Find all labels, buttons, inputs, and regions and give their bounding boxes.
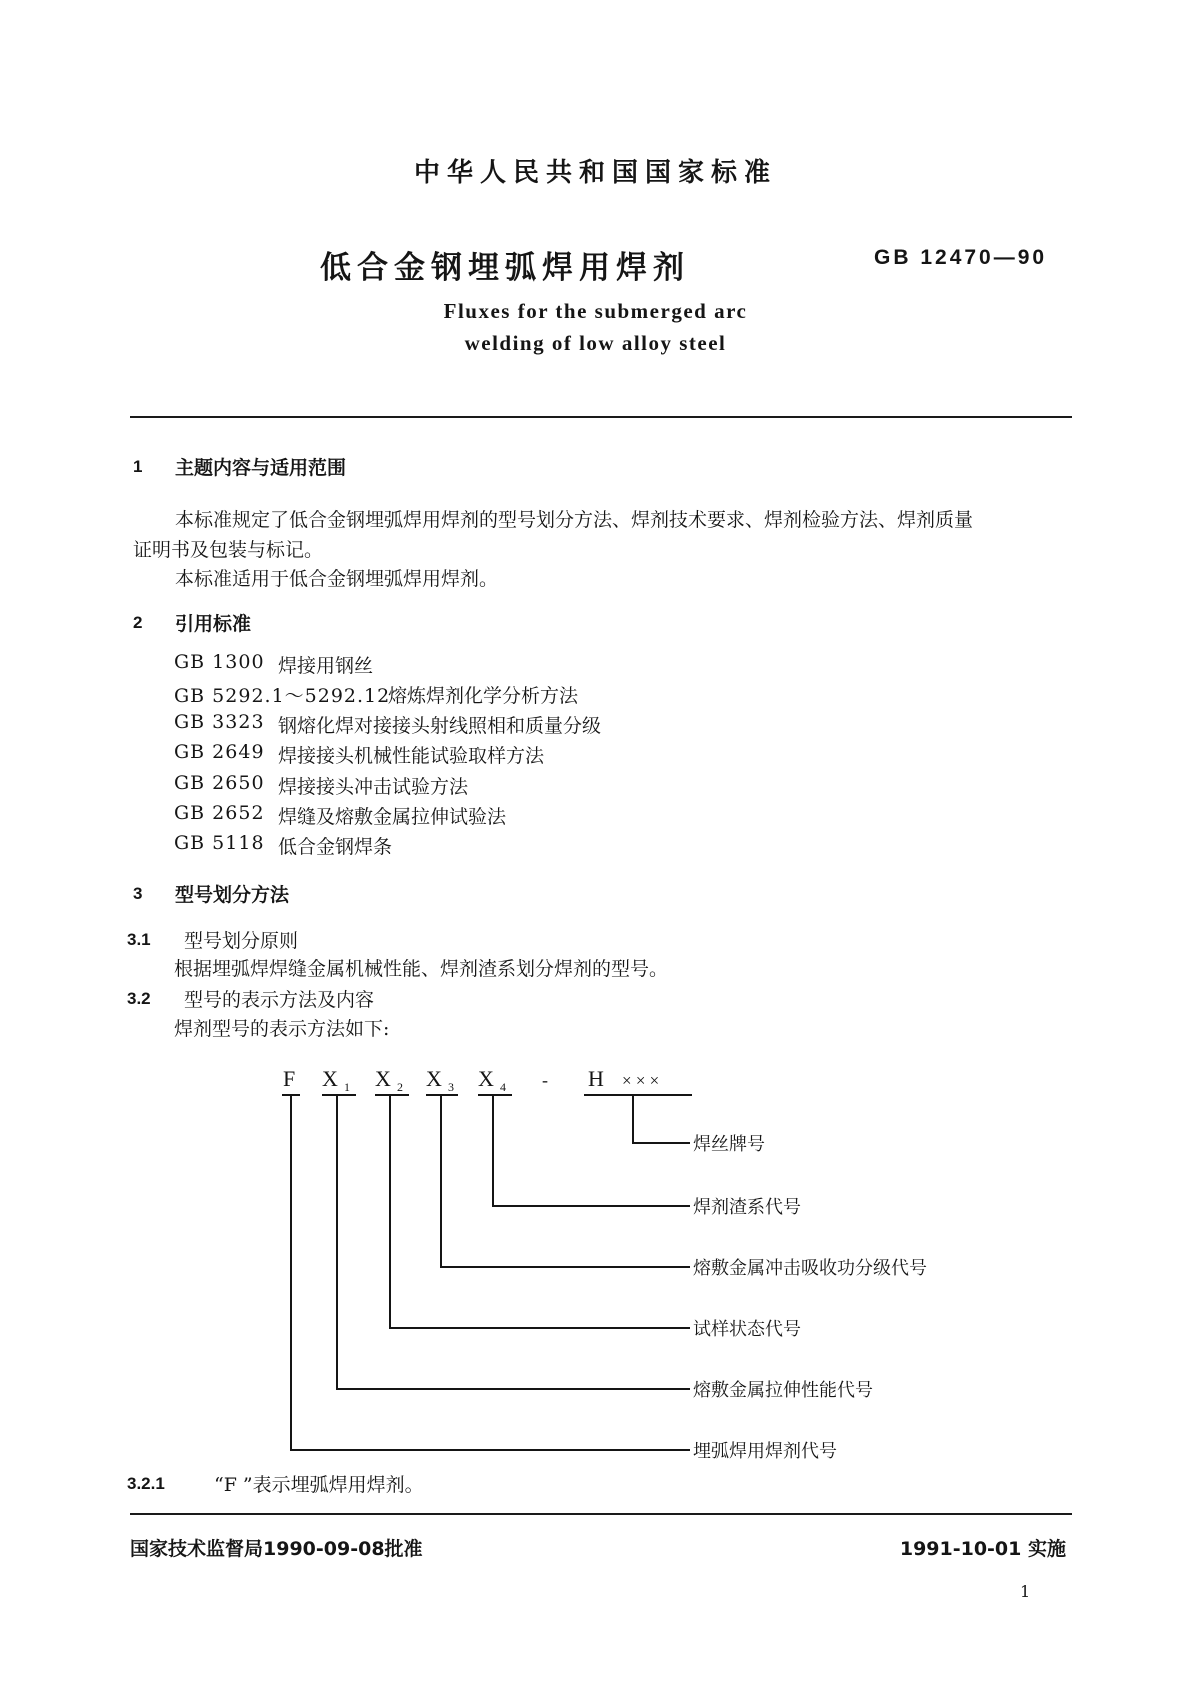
section-2-title: 引用标准 (175, 613, 252, 635)
reference-title: 焊缝及熔敷金属拉伸试验法 (278, 806, 507, 828)
reference-code: GB 1300 (174, 651, 265, 673)
label-specimen-condition: 试样状态代号 (693, 1319, 801, 1340)
subscript-3: 3 (448, 1080, 454, 1094)
section-3-2-title: 型号的表示方法及内容 (184, 989, 375, 1011)
label-impact-energy-grade: 熔敷金属冲击吸收功分级代号 (693, 1258, 927, 1279)
section-1-title: 主题内容与适用范围 (175, 457, 347, 479)
national-standard-heading: 中华人民共和国国家标准 (413, 158, 777, 188)
english-title-line-2: welding of low alloy steel (464, 331, 727, 355)
reference-code: GB 5118 (174, 832, 265, 854)
english-title-line-1: Fluxes for the submerged arc (443, 299, 748, 323)
subscript-1: 1 (344, 1080, 350, 1094)
section-3-1-text: 根据埋弧焊焊缝金属机械性能、焊剂渣系划分焊剂的型号。 (174, 958, 669, 980)
symbol-h: H (588, 1066, 604, 1091)
reference-code: GB 2652 (174, 802, 265, 824)
section-1-para-1-line-1: 本标准规定了低合金钢埋弧焊用焊剂的型号划分方法、焊剂技术要求、焊剂检验方法、焊剂质量 (175, 509, 974, 531)
symbol-dash: - (542, 1070, 548, 1090)
reference-title: 焊接接头冲击试验方法 (278, 776, 469, 798)
label-flux-code: 埋弧焊用焊剂代号 (693, 1441, 837, 1462)
section-3-2-1-number: 3.2.1 (127, 1474, 165, 1493)
footer-divider (130, 1513, 1072, 1515)
section-3-1-title: 型号划分原则 (184, 930, 299, 952)
reference-code: GB 3323 (174, 711, 265, 733)
section-3-title: 型号划分方法 (175, 884, 290, 906)
section-3-2-text: 焊剂型号的表示方法如下: (174, 1018, 390, 1040)
section-3-1-number: 3.1 (127, 930, 151, 949)
standard-code: GB 12470—90 (874, 246, 1048, 269)
subscript-2: 2 (397, 1080, 403, 1094)
reference-title: 钢熔化焊对接接头射线照相和质量分级 (278, 715, 602, 737)
model-designation-diagram (270, 1062, 927, 1462)
section-3-2-number: 3.2 (127, 989, 151, 1008)
reference-title: 熔炼焊剂化学分析方法 (388, 685, 579, 707)
symbol-x1: X (322, 1066, 338, 1091)
section-1-para-2: 本标准适用于低合金钢埋弧焊用焊剂。 (175, 568, 499, 590)
subscript-4: 4 (500, 1080, 506, 1094)
symbol-xxx: × × × (622, 1071, 660, 1090)
label-tensile-properties: 熔敷金属拉伸性能代号 (693, 1380, 873, 1401)
reference-code: GB 2649 (174, 741, 265, 763)
approval-statement: 国家技术监督局1990-09-08批准 (130, 1538, 423, 1560)
section-3-number: 3 (133, 884, 143, 903)
symbol-x2: X (375, 1066, 391, 1091)
section-2-number: 2 (133, 613, 143, 632)
section-1-number: 1 (133, 457, 143, 476)
section-1-para-1-line-2: 证明书及包装与标记。 (133, 539, 324, 561)
reference-title: 低合金钢焊条 (278, 836, 393, 858)
header-divider (130, 416, 1072, 418)
label-slag-system: 焊剂渣系代号 (693, 1197, 801, 1218)
symbol-f: F (283, 1066, 296, 1091)
label-wire-brand: 焊丝牌号 (693, 1134, 765, 1155)
symbol-x4: X (478, 1066, 494, 1091)
reference-title: 焊接接头机械性能试验取样方法 (278, 745, 545, 767)
section-3-2-1-text: “F ”表示埋弧焊用焊剂。 (214, 1474, 424, 1496)
page-number: 1 (1020, 1582, 1031, 1601)
reference-code: GB 2650 (174, 772, 265, 794)
symbol-x3: X (426, 1066, 442, 1091)
reference-code: GB 5292.1～5292.12 (174, 685, 391, 707)
implementation-date: 1991-10-01 实施 (899, 1538, 1066, 1560)
document-title: 低合金钢埋弧焊用焊剂 (320, 250, 690, 286)
reference-title: 焊接用钢丝 (278, 655, 374, 677)
